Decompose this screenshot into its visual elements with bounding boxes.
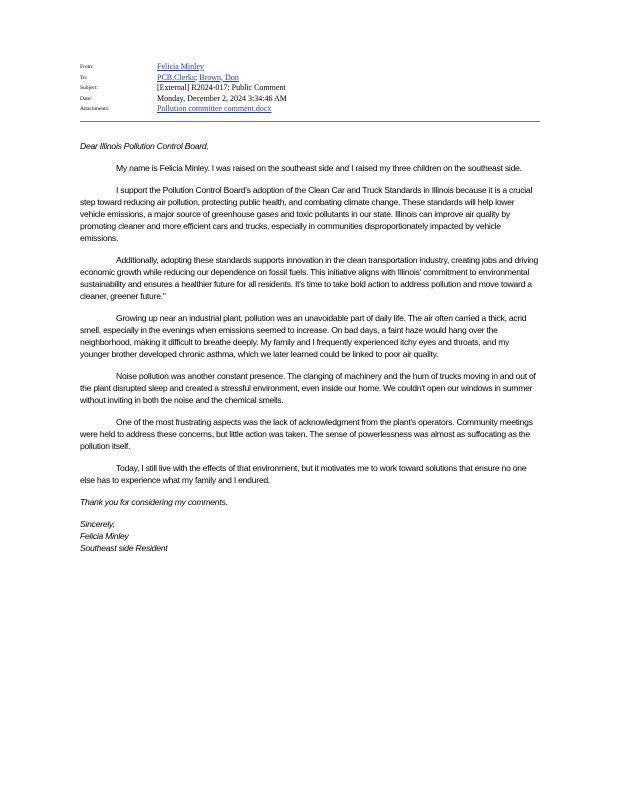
date-value: Monday, December 2, 2024 3:34:46 AM (157, 93, 287, 103)
from-label: From: (80, 64, 94, 70)
paragraph: Today, I still live with the effects of that environment, but it motivates me to work toward solutions that ensure no one else has to experience what my family and I endured. (80, 463, 527, 485)
paragraph: Noise pollution was another constant presence. The clanging of machinery and the hum of trucks moving in and out of the plant disrupted sleep and created a stressful environment, even inside our home. We couldn't open our windows in summer without inviting in both the noise and the chemical smells. (80, 371, 536, 405)
attachments-label: Attachments: (80, 106, 110, 112)
paragraph: I support the Pollution Control Board's adoption of the Clean Car and Truck Standards in Illinois because it is a crucial step toward reducing air pollution, protecting public health, and combating climate change. These standards will help lower vehicle emissions, a major source of greenhouse gases and toxic pollutants in our state. Illinois can improve air quality by promoting cleaner and more efficient cars and trucks, especially in communities disproportionately impacted by vehicle emissions. (80, 185, 533, 243)
to-link-pcb-clerks[interactable]: PCB.Clerks (157, 72, 196, 82)
paragraph: One of the most frustrating aspects was the lack of acknowledgment from the plant's operators. Community meetings were held to address these concerns, but little action was taken. The sense of powerlessness was almost as suffocating as the pollution itself. (80, 417, 533, 451)
subject-row (80, 83, 540, 94)
attachment-link[interactable]: Pollution committee comment.docx (157, 104, 272, 113)
paragraph: My name is Felicia Minley. I was raised on the southeast side and I raised my three children on the southeast side. (116, 163, 522, 173)
to-link-brown-don[interactable]: Brown, Don (199, 72, 239, 82)
signer-name: Felicia Minley (80, 531, 129, 541)
paragraph: Additionally, adopting these standards supports innovation in the clean transportation industry, creating jobs and driving economic growth while reducing our dependence on fossil fuels. This initiative aligns with Illinois' commitment to environmental sustainability and ensures a healthier future for all residents. It's time to take bold action to address pollution and move toward a cleaner, greener future." (80, 255, 539, 301)
to-separator: ; (195, 72, 198, 82)
email-header (80, 62, 540, 115)
letter-body (80, 140, 540, 554)
thanks-line: Thank you for considering my comments. (80, 497, 228, 507)
to-row (80, 73, 540, 84)
salutation: Dear Illinois Pollution Control Board, (80, 141, 209, 151)
header-divider (80, 121, 540, 122)
to-label: To: (80, 74, 88, 81)
from-link[interactable]: Felicia Minley (157, 62, 204, 71)
date-label: Date: (80, 95, 92, 102)
signer-title: Southeast side Resident (80, 543, 168, 553)
from-row (80, 62, 540, 73)
paragraph: Growing up near an industrial plant, pollution was an unavoidable part of daily life. The air often carried a thick, acrid smell, especially in the evenings when emissions seemed to increase. On bad days, a faint haze would hang over the neighborhood, making it difficult to breathe deeply. My family and I frequently experienced itchy eyes and throats, and my younger brother developed chronic asthma, which we later learned could be linked to poor air quality. (80, 313, 527, 359)
attachments-row (80, 104, 540, 115)
subject-value: [External] R2024-017: Public Comment (157, 83, 286, 92)
subject-label: Subject: (80, 85, 99, 91)
closing: Sincerely, (80, 519, 115, 529)
signature-block (80, 518, 540, 554)
date-row (80, 94, 540, 105)
